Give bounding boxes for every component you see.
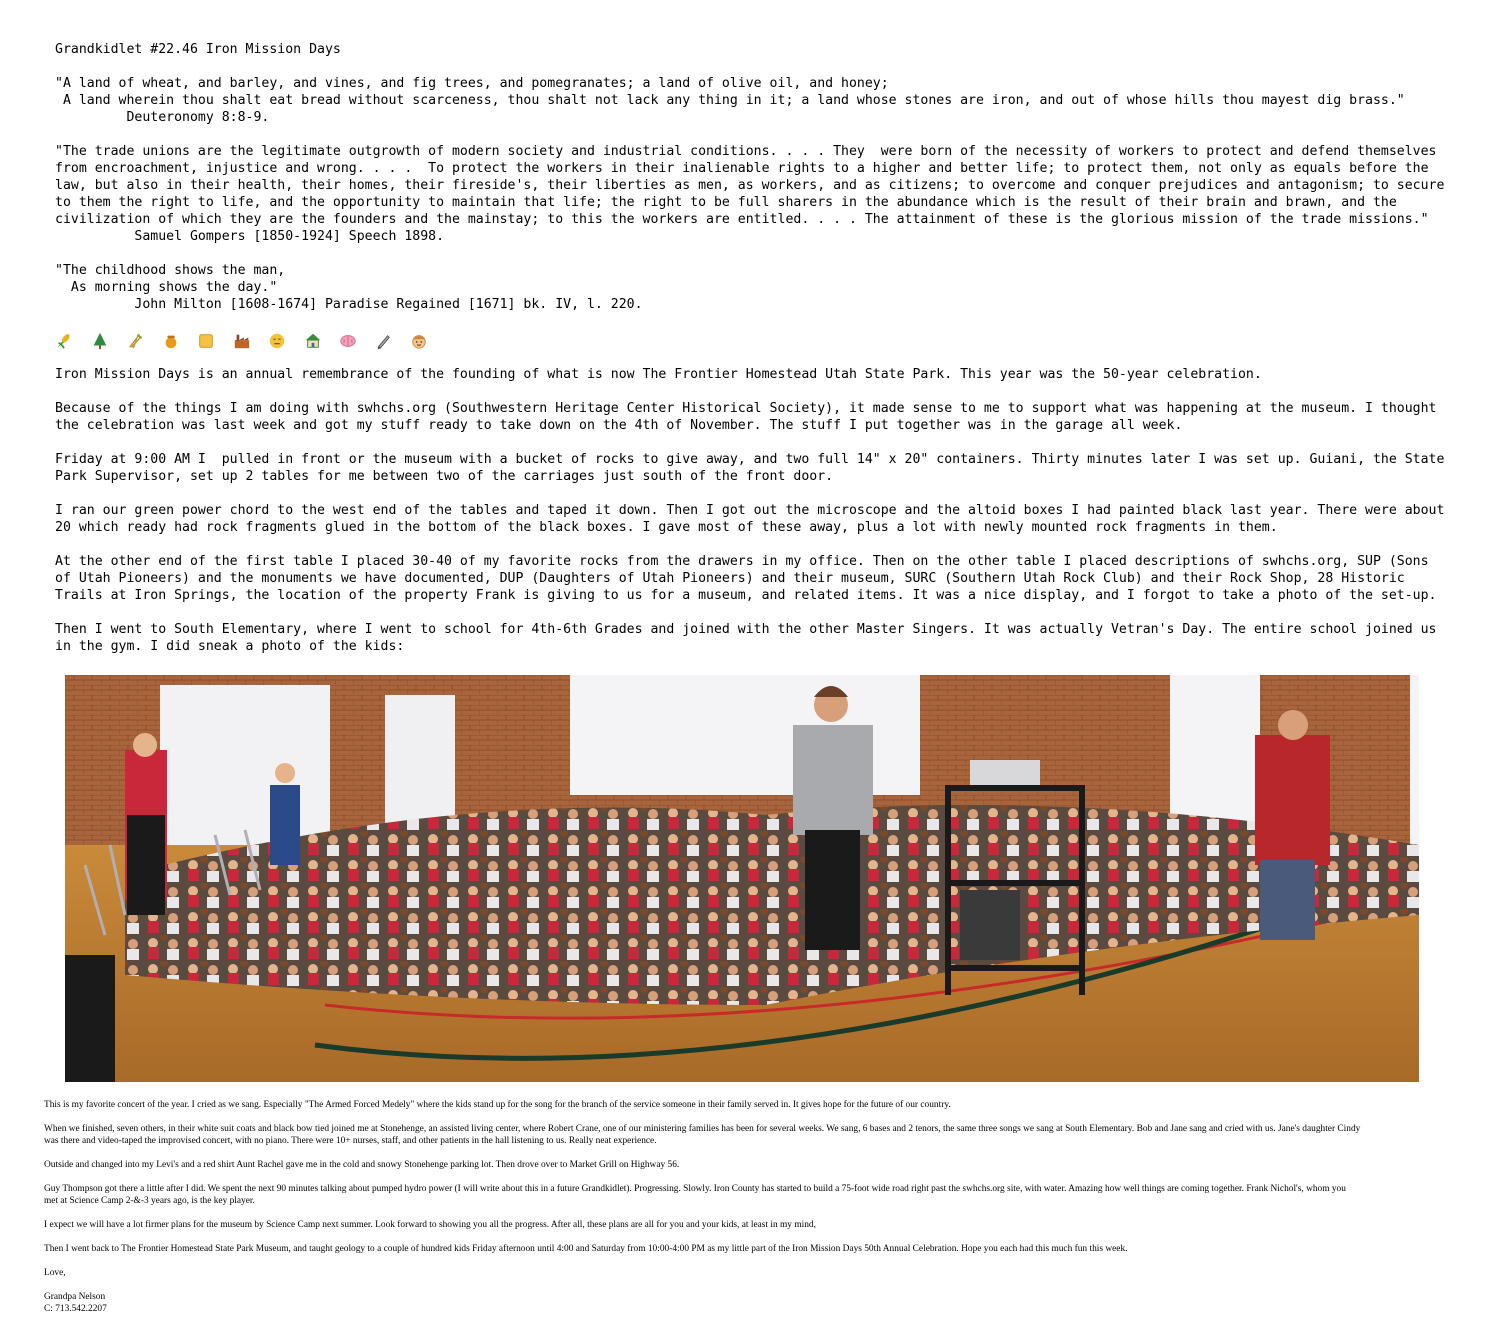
paragraph-line: Guy Thompson got there a little after I did. We spent the next 90 minutes talking about pumped hydro power (I will write about this in a future Grandkidlet). Progressing. Slowly. Iron County has started to build a 75-foot wide road right past the swhchs.org site, with water. Amazing how well things are coming together. Frank Nichol's, whom you bbox=[44, 1184, 1346, 1194]
quote-line: As morning shows the day." bbox=[55, 280, 278, 295]
child-face-icon bbox=[410, 331, 446, 351]
brain-icon bbox=[339, 331, 375, 351]
paragraph-line: in the gym. I did sneak a photo of the kids: bbox=[55, 639, 405, 654]
honey-pot-icon bbox=[162, 331, 198, 351]
factory-icon bbox=[233, 331, 269, 351]
paragraph-line: of Utah Pioneers) and the monuments we have documented, DUP (Daughters of Utah Pioneers) and their museum, SURC (Southern Utah Rock Club) and their Rock Shop, 28 Historic bbox=[55, 571, 1405, 586]
evergreen-tree-icon bbox=[91, 331, 127, 351]
quote-deuteronomy bbox=[55, 75, 1405, 126]
gym-photo bbox=[65, 675, 1419, 1082]
paragraph-line: I expect we will have a lot firmer plans for the museum by Science Camp next summer. Look forward to showing you all the progress. After all, these plans are all for you and your kids, at least in my mind, bbox=[44, 1220, 816, 1230]
quote-attribution: Samuel Gompers [1850-1924] Speech 1898. bbox=[55, 229, 445, 244]
paragraph-line: Iron Mission Days is an annual remembrance of the founding of what is now The Frontier Homestead Utah State Park. This year was the 50-year celebration. bbox=[55, 367, 1262, 382]
quote-gompers bbox=[55, 143, 1444, 245]
signature-name: Grandpa Nelson bbox=[44, 1292, 106, 1302]
paragraph-line: was there and video-taped the improvised concert, with no piano. There were 10+ nurses, staff, and other patients in the hall listening to us. Really neat experience. bbox=[44, 1135, 657, 1146]
quote-line: to them the right to life, and the opportunity to maintain that life; the right to be full sharers in the abundance which is the result of their brain and brawn, and the bbox=[55, 195, 1397, 210]
quote-line: from encroachment, injustice and wrong. . . . To protect the workers in their inalienable rights to a higher and better life; to protect them, not only as equals before the bbox=[55, 161, 1429, 176]
pen-icon bbox=[375, 331, 411, 351]
paragraph-line: Outside and changed into my Levi's and a red shirt Aunt Rachel gave me in the cold and snowy Stonehenge parking lot. Then drove over to Market Grill on Highway 56. bbox=[44, 1160, 680, 1170]
paragraph-line: Trails at Iron Springs, the location of the property Frank is giving to us for a museum, and related items. It was a nice display, and I forgot to take a photo of the set-up. bbox=[55, 588, 1437, 603]
page-title: Grandkidlet #22.46 Iron Mission Days bbox=[55, 42, 341, 57]
corn-icon bbox=[55, 331, 91, 351]
paragraph-line: Love, bbox=[44, 1268, 66, 1278]
house-garden-icon bbox=[304, 331, 340, 351]
paragraph-line: At the other end of the first table I placed 30-40 of my favorite rocks from the drawers in my office. Then on the other table I placed descriptions of swhchs.org, SUP (Sons bbox=[55, 554, 1429, 569]
signature-phone: C: 713.542.2207 bbox=[44, 1303, 107, 1314]
closing-love bbox=[44, 1268, 66, 1280]
paragraph-line: When we finished, seven others, in their white suit coats and black bow tied joined me at Stonehenge, an assisted living center, where Robert Crane, one of our ministering families has been for several weeks. We sang, 6 bases and 2 tenors, the same three songs we sang at South Elementary. Bob and Jane sang and cried with us. Jane's daughter Cindy bbox=[44, 1124, 1361, 1134]
quote-line: "The childhood shows the man, bbox=[55, 263, 286, 278]
quote-milton bbox=[55, 262, 643, 313]
quote-line: law, but also in their health, their homes, their fireside's, their liberties as men, as workers, and as citizens; to overcome and conquer prejudices and antagonism; to secure bbox=[55, 178, 1445, 193]
quote-attribution: Deuteronomy 8:8-9. bbox=[55, 110, 270, 125]
paragraph-5 bbox=[55, 553, 1436, 604]
quote-line: A land wherein thou shalt eat bread without scarceness, thou shalt not lack any thing in it; a land whose stones are iron, and out of whose hills thou mayest dig brass." bbox=[55, 93, 1405, 108]
expressionless-face-icon bbox=[268, 331, 304, 351]
paragraph-3 bbox=[55, 451, 1444, 485]
paragraph-after-1 bbox=[44, 1100, 951, 1112]
paragraph-after-5 bbox=[44, 1220, 816, 1232]
emoji-row bbox=[55, 331, 446, 351]
paragraph-line: Park Supervisor, set up 2 tables for me between two of the carriages just south of the front door. bbox=[55, 469, 834, 484]
paragraph-after-3 bbox=[44, 1160, 679, 1172]
paragraph-line: met at Science Camp 2-&-3 years ago, is the key player. bbox=[44, 1195, 255, 1206]
paragraph-line: Friday at 9:00 AM I pulled in front or the museum with a bucket of rocks to give away, and two full 14" x 20" containers. Thirty minutes later I was set up. Guiani, the State bbox=[55, 452, 1445, 467]
paragraph-after-6 bbox=[44, 1244, 1127, 1256]
paragraph-line: This is my favorite concert of the year. I cried as we sang. Especially "The Armed Forced Medely" where the kids stand up for the song for the branch of the service someone in their family served in. It gives hope for the future of our country. bbox=[44, 1100, 951, 1110]
quote-attribution: John Milton [1608-1674] Paradise Regained [1671] bk. IV, l. 220. bbox=[55, 297, 643, 312]
paragraph-line: Then I went back to The Frontier Homestead State Park Museum, and taught geology to a couple of hundred kids Friday afternoon until 4:00 and Saturday from 10:00-4:00 PM as my little part of the Iron Mission Days 50th Annual Celebration. Hope you each had this much fun this week. bbox=[44, 1244, 1128, 1254]
paragraph-after-2 bbox=[44, 1124, 1360, 1147]
signature bbox=[44, 1292, 107, 1315]
paragraph-after-4 bbox=[44, 1184, 1346, 1207]
paragraph-line: Because of the things I am doing with swhchs.org (Southwestern Heritage Center Historical Society), it made sense to me to support what was happening at the museum. I thought bbox=[55, 401, 1437, 416]
paragraph-2 bbox=[55, 400, 1436, 434]
paragraph-line: Then I went to South Elementary, where I went to school for 4th-6th Grades and joined with the other Master Singers. It was actually Vetran's Day. The entire school joined us bbox=[55, 622, 1437, 637]
note-icon bbox=[197, 331, 233, 351]
paragraph-6 bbox=[55, 621, 1436, 655]
paragraph-line: 20 which ready had rock fragments glued in the bottom of the black boxes. I gave most of these away, plus a lot with newly mounted rock fragments in them. bbox=[55, 520, 1278, 535]
quote-line: "A land of wheat, and barley, and vines, and fig trees, and pomegranates; a land of olive oil, and honey; bbox=[55, 76, 889, 91]
quote-line: civilization of which they are the founders and the mainstay; to this the workers are entitled. . . . The attainment of these is the glorious mission of the trade missions." bbox=[55, 212, 1429, 227]
quote-line: "The trade unions are the legitimate outgrowth of modern society and industrial conditions. . . . They were born of the necessity of workers to protect and defend themselves bbox=[55, 144, 1437, 159]
paragraph-line: the celebration was last week and got my stuff ready to take down on the 4th of November. The stuff I put together was in the garage all week. bbox=[55, 418, 1183, 433]
paragraph-4 bbox=[55, 502, 1444, 536]
sheaf-icon bbox=[126, 331, 162, 351]
paragraph-1 bbox=[55, 366, 1262, 383]
paragraph-line: I ran our green power chord to the west end of the tables and taped it down. Then I got out the microscope and the altoid boxes I had painted black last year. There were about bbox=[55, 503, 1445, 518]
